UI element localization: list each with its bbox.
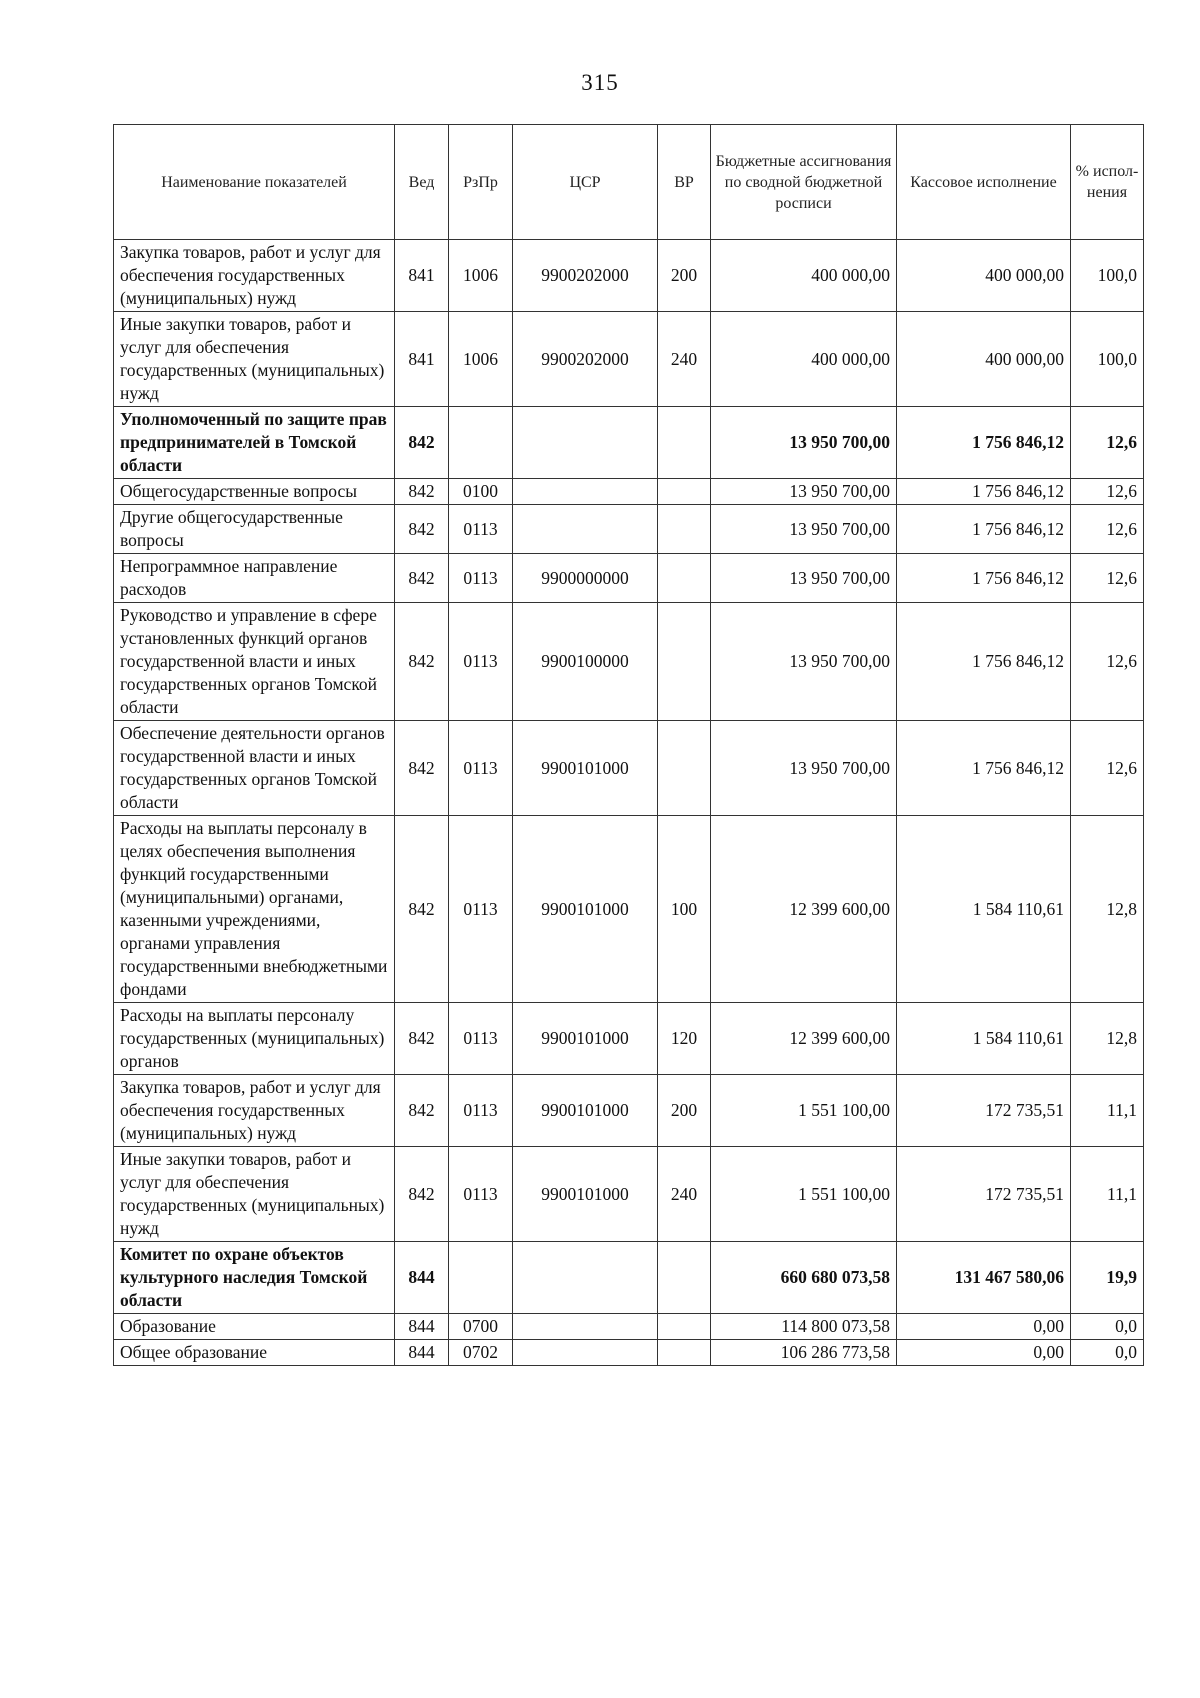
cell-csr [513,407,658,479]
cell-budget: 12 399 600,00 [711,816,897,1003]
cell-vr: 200 [658,240,711,312]
table-row [114,1003,1144,1075]
table-row [114,312,1144,407]
cell-percent: 100,0 [1071,240,1144,312]
cell-percent: 19,9 [1071,1242,1144,1314]
cell-budget: 400 000,00 [711,240,897,312]
table-row [114,1314,1144,1340]
cell-vr: 120 [658,1003,711,1075]
cell-rzpr: 0700 [449,1314,513,1340]
cell-budget: 13 950 700,00 [711,479,897,505]
cell-rzpr: 0113 [449,603,513,721]
cell-cash: 400 000,00 [897,312,1071,407]
cell-ved: 842 [395,603,449,721]
header-vr: ВР [658,125,711,240]
cell-cash: 1 756 846,12 [897,505,1071,554]
cell-ved: 842 [395,816,449,1003]
cell-vr: 100 [658,816,711,1003]
cell-vr [658,603,711,721]
table-row [114,240,1144,312]
table-row [114,1340,1144,1366]
cell-vr [658,407,711,479]
cell-percent: 12,8 [1071,816,1144,1003]
cell-name: Руководство и управление в сфере установленных функций органов государственной власти и иных государственных органов Томской области [114,603,395,721]
cell-percent: 12,6 [1071,407,1144,479]
header-percent: % испол-нения [1071,125,1144,240]
cell-cash: 400 000,00 [897,240,1071,312]
cell-name: Расходы на выплаты персоналу государственных (муниципальных) органов [114,1003,395,1075]
table-row [114,1147,1144,1242]
cell-vr: 240 [658,312,711,407]
cell-name: Комитет по охране объектов культурного наследия Томской области [114,1242,395,1314]
cell-ved: 842 [395,479,449,505]
table-row [114,554,1144,603]
cell-budget: 1 551 100,00 [711,1075,897,1147]
cell-cash: 1 756 846,12 [897,603,1071,721]
header-budget: Бюджетные ассигнования по сводной бюджетной росписи [711,125,897,240]
cell-csr [513,1242,658,1314]
cell-cash: 1 584 110,61 [897,1003,1071,1075]
cell-name: Расходы на выплаты персоналу в целях обеспечения выполнения функций государственными (муниципальными) органами, казенными учреждениями, органами управления государственными внебюджетными фондами [114,816,395,1003]
cell-cash: 0,00 [897,1340,1071,1366]
cell-percent: 11,1 [1071,1075,1144,1147]
cell-cash: 1 756 846,12 [897,407,1071,479]
cell-rzpr: 1006 [449,312,513,407]
cell-ved: 842 [395,407,449,479]
cell-percent: 0,0 [1071,1314,1144,1340]
cell-vr [658,1314,711,1340]
cell-rzpr: 0113 [449,721,513,816]
cell-ved: 842 [395,554,449,603]
cell-cash: 1 756 846,12 [897,721,1071,816]
cell-rzpr: 0113 [449,554,513,603]
cell-percent: 12,8 [1071,1003,1144,1075]
cell-ved: 844 [395,1242,449,1314]
cell-percent: 11,1 [1071,1147,1144,1242]
cell-budget: 13 950 700,00 [711,407,897,479]
cell-percent: 12,6 [1071,554,1144,603]
cell-cash: 172 735,51 [897,1075,1071,1147]
table-header-row [114,125,1144,240]
cell-budget: 660 680 073,58 [711,1242,897,1314]
cell-budget: 12 399 600,00 [711,1003,897,1075]
cell-rzpr: 0113 [449,816,513,1003]
table-row [114,479,1144,505]
cell-rzpr: 0113 [449,505,513,554]
cell-vr: 240 [658,1147,711,1242]
cell-budget: 13 950 700,00 [711,505,897,554]
header-ved: Вед [395,125,449,240]
cell-budget: 106 286 773,58 [711,1340,897,1366]
cell-cash: 1 756 846,12 [897,554,1071,603]
cell-budget: 13 950 700,00 [711,554,897,603]
table-row [114,816,1144,1003]
cell-csr [513,479,658,505]
cell-ved: 844 [395,1340,449,1366]
cell-csr: 9900101000 [513,1075,658,1147]
cell-csr: 9900101000 [513,1003,658,1075]
cell-name: Другие общегосударственные вопросы [114,505,395,554]
cell-rzpr [449,1242,513,1314]
cell-rzpr: 0100 [449,479,513,505]
cell-ved: 842 [395,1003,449,1075]
cell-csr: 9900202000 [513,240,658,312]
cell-cash: 131 467 580,06 [897,1242,1071,1314]
cell-vr [658,505,711,554]
cell-name: Закупка товаров, работ и услуг для обеспечения государственных (муниципальных) нужд [114,240,395,312]
cell-ved: 842 [395,721,449,816]
cell-budget: 13 950 700,00 [711,603,897,721]
cell-csr [513,1314,658,1340]
cell-rzpr: 0113 [449,1147,513,1242]
cell-vr [658,721,711,816]
cell-csr: 9900101000 [513,1147,658,1242]
table-body [114,240,1144,1366]
cell-ved: 842 [395,505,449,554]
budget-table [113,124,1144,1366]
cell-vr [658,479,711,505]
cell-name: Образование [114,1314,395,1340]
cell-name: Иные закупки товаров, работ и услуг для обеспечения государственных (муниципальных) нужд [114,312,395,407]
cell-name: Общегосударственные вопросы [114,479,395,505]
cell-percent: 100,0 [1071,312,1144,407]
cell-cash: 172 735,51 [897,1147,1071,1242]
table-row [114,721,1144,816]
cell-rzpr: 0113 [449,1075,513,1147]
cell-percent: 0,0 [1071,1340,1144,1366]
cell-percent: 12,6 [1071,721,1144,816]
cell-rzpr: 0702 [449,1340,513,1366]
header-csr: ЦСР [513,125,658,240]
cell-csr [513,1340,658,1366]
header-cash: Кассовое исполнение [897,125,1071,240]
table-row [114,1075,1144,1147]
cell-budget: 13 950 700,00 [711,721,897,816]
cell-csr: 9900101000 [513,816,658,1003]
cell-vr [658,554,711,603]
header-name: Наименование показателей [114,125,395,240]
cell-name: Уполномоченный по защите прав предпринимателей в Томской области [114,407,395,479]
cell-ved: 842 [395,1075,449,1147]
table-row [114,505,1144,554]
cell-ved: 841 [395,240,449,312]
cell-percent: 12,6 [1071,505,1144,554]
cell-budget: 1 551 100,00 [711,1147,897,1242]
cell-vr: 200 [658,1075,711,1147]
cell-budget: 400 000,00 [711,312,897,407]
cell-vr [658,1242,711,1314]
cell-percent: 12,6 [1071,479,1144,505]
cell-vr [658,1340,711,1366]
cell-name: Иные закупки товаров, работ и услуг для обеспечения государственных (муниципальных) нужд [114,1147,395,1242]
table-row [114,407,1144,479]
cell-csr [513,505,658,554]
table-row [114,603,1144,721]
cell-name: Закупка товаров, работ и услуг для обеспечения государственных (муниципальных) нужд [114,1075,395,1147]
cell-rzpr: 1006 [449,240,513,312]
cell-budget: 114 800 073,58 [711,1314,897,1340]
cell-name: Обеспечение деятельности органов государственной власти и иных государственных органов Томской области [114,721,395,816]
cell-cash: 1 584 110,61 [897,816,1071,1003]
header-rzpr: РзПр [449,125,513,240]
cell-csr: 9900202000 [513,312,658,407]
cell-ved: 841 [395,312,449,407]
cell-cash: 1 756 846,12 [897,479,1071,505]
cell-name: Общее образование [114,1340,395,1366]
cell-csr: 9900101000 [513,721,658,816]
cell-percent: 12,6 [1071,603,1144,721]
cell-cash: 0,00 [897,1314,1071,1340]
cell-ved: 842 [395,1147,449,1242]
page-number: 315 [581,70,619,95]
table-row [114,1242,1144,1314]
cell-csr: 9900000000 [513,554,658,603]
cell-name: Непрограммное направление расходов [114,554,395,603]
cell-rzpr [449,407,513,479]
cell-ved: 844 [395,1314,449,1340]
cell-rzpr: 0113 [449,1003,513,1075]
cell-csr: 9900100000 [513,603,658,721]
